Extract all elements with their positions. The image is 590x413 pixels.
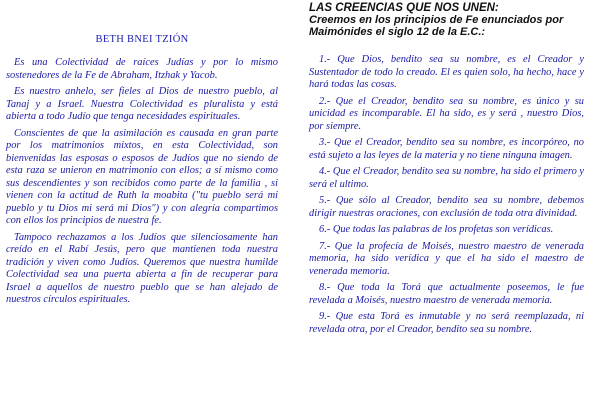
beliefs-heading: LAS CREENCIAS QUE NOS UNEN: [309, 2, 499, 14]
beliefs-header [309, 2, 584, 38]
left-paragraph-4: Tampoco rechazamos a los Judíos que silenciosamente han creído en el Rabí Jesús, pero que mantienen toda nuestra tradición y viven como Judíos. Queremos que nuestra humilde Colectividad sea una puerta abierta a fin de recuperar para Israel a aquellos de nuestro pueblo que se han alejado de nuestros círculos espirituales. [6, 231, 278, 305]
belief-item-7: 7.- Que la profecía de Moisés, nuestro maestro de venerada memoria, ha sido verídica y que el ha sido el maestro de venerada memoria. [309, 240, 584, 277]
belief-item-1: 1.- Que Dios, bendito sea su nombre, es el Creador y Sustentador de todo lo creado. El es quien solo, ha hecho, hace y hará todas las cosas. [309, 54, 584, 90]
belief-item-5: 5.- Que sólo al Creador, bendito sea su nombre, debemos dirigir nuestras oraciones, con exclusión de toda otra divinidad. [309, 195, 584, 219]
left-title: BETH BNEI TZIÓN [95, 34, 189, 45]
beliefs-subheading: Creemos en los principios de Fe enunciados por Maimónides el siglo 12 de la E.C.: [309, 14, 564, 38]
left-column [6, 34, 278, 311]
belief-item-2: 2.- Que el Creador, bendito sea su nombre, es único y su unicidad es incomparable. El ha sido, es y será , nuestro Dios, por siempre. [309, 95, 584, 132]
left-paragraph-3: Conscientes de que la asimilación es causada en gran parte por los matrimonios mixtos, en esta Colectividad, son bienvenidas las esposas o esposos de Judíos que no siendo de esta raza se unieron en matrimonio con ellos; a sí mismo como sus descendientes y son recibidos como parte de la familia , si vienen con la actitud de Ruth la moabita ("tu pueblo será mi pueblo y tu Dios mi será mi Dios") y con alegría compartimos con ellos los principios de nuestra fe. [6, 127, 278, 226]
left-paragraph-2: Es nuestro anhelo, ser fieles al Dios de nuestro pueblo, al Tanaj y a Israel. Nuestra Colectividad es pluralista y está abierta a todo Judío que tenga necesidades espirituales. [6, 86, 278, 122]
left-paragraph-1: Es una Colectividad de raíces Judías y por lo mismo sostenedores de la Fe de Abraham, Itzhak y Yacob. [6, 57, 278, 81]
belief-item-8: 8.- Que toda la Torá que actualmente poseemos, le fue revelada a Moisés, nuestro maestro de venerada memoria. [309, 282, 584, 306]
belief-item-9: 9.- Que esta Torá es inmutable y no será reemplazada, ni revelada otra, por el Creador, bendito sea su nombre. [309, 311, 584, 335]
right-column [309, 2, 584, 340]
belief-item-6: 6.- Que todas las palabras de los profetas son verídicas. [319, 224, 554, 235]
belief-item-4: 4.- Que el Creador, bendito sea su nombre, ha sido el primero y será el ultimo. [309, 166, 584, 190]
belief-item-3: 3.- Que el Creador, bendito sea su nombre, es incorpóreo, no está sujeto a las leyes de la materia y no tiene ninguna imagen. [309, 137, 584, 161]
